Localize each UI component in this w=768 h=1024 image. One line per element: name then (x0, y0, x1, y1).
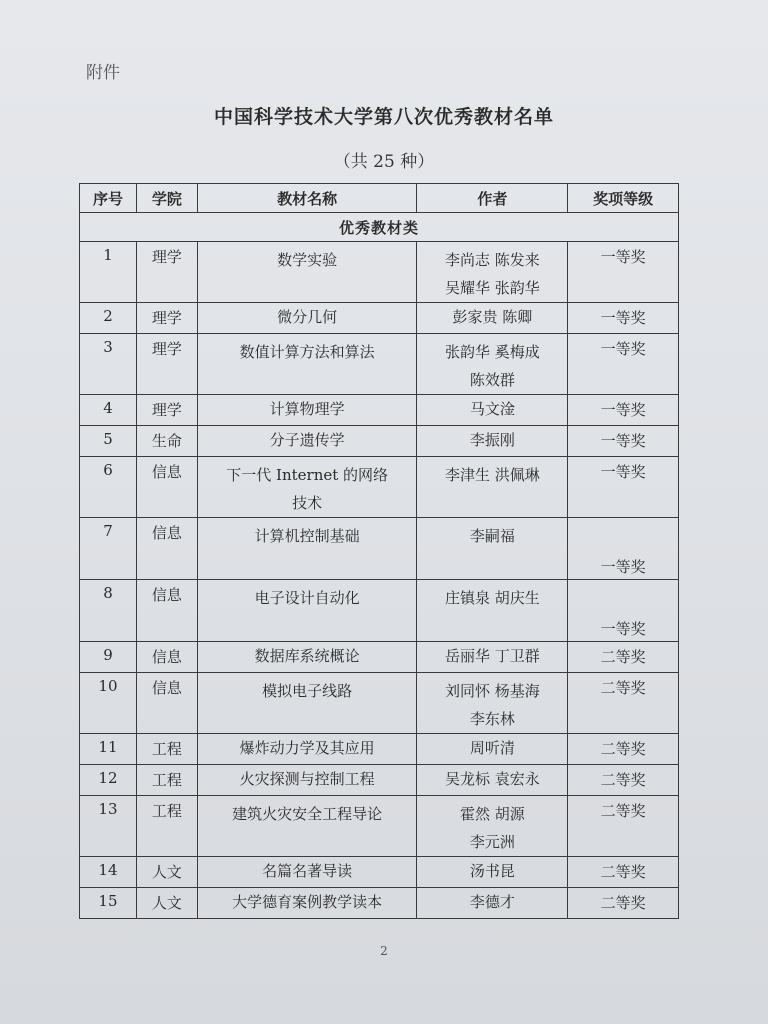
row-award: 二等奖 (568, 673, 679, 734)
row-num: 5 (80, 426, 137, 457)
row-author (417, 395, 568, 426)
row-textbook-name-text: 数据库系统概论 (254, 647, 360, 665)
row-author (417, 457, 568, 518)
row-author-text: 马文淦 (469, 400, 515, 418)
table-row (80, 796, 679, 857)
page-number: 2 (380, 944, 388, 958)
row-author-text: 庄镇泉 胡庆生 (444, 589, 540, 607)
table-row (80, 457, 679, 518)
row-award: 二等奖 (568, 734, 679, 765)
row-author (417, 857, 568, 888)
row-author-text: 张韵华 奚梅成 陈效群 (444, 343, 540, 389)
row-school: 工程 (136, 796, 197, 857)
row-textbook-name-text: 名篇名著导读 (262, 862, 353, 880)
category-label: 优秀教材类 (80, 213, 679, 242)
table-row (80, 734, 679, 765)
row-award: 一等奖 (568, 457, 679, 518)
row-author (417, 642, 568, 673)
row-school: 理学 (136, 334, 197, 395)
row-author-text: 岳丽华 丁卫群 (444, 647, 540, 665)
row-textbook-name-text: 数值计算方法和算法 (239, 343, 375, 361)
row-award: 一等奖 (568, 303, 679, 334)
row-textbook-name-text: 计算物理学 (269, 400, 345, 418)
row-textbook-name-text: 微分几何 (277, 308, 338, 326)
row-award: 二等奖 (568, 796, 679, 857)
row-textbook-name (197, 395, 417, 426)
row-textbook-name (197, 888, 417, 919)
award-table (79, 183, 679, 919)
row-textbook-name-text: 爆炸动力学及其应用 (239, 739, 375, 757)
row-textbook-name (197, 857, 417, 888)
row-textbook-name (197, 642, 417, 673)
row-textbook-name-text: 数学实验 (277, 251, 338, 269)
row-textbook-name (197, 426, 417, 457)
row-textbook-name-text: 下一代 Internet 的网络 技术 (226, 466, 389, 512)
table-row (80, 303, 679, 334)
row-textbook-name-text: 模拟电子线路 (262, 682, 353, 700)
table-header-row (80, 184, 679, 213)
row-school: 生命 (136, 426, 197, 457)
row-school: 信息 (136, 580, 197, 642)
row-author-text: 吴龙标 袁宏永 (444, 770, 540, 788)
row-school: 工程 (136, 734, 197, 765)
row-num: 13 (80, 796, 137, 857)
row-num: 1 (80, 242, 137, 303)
row-award: 一等奖 (568, 395, 679, 426)
table-row (80, 642, 679, 673)
row-num: 10 (80, 673, 137, 734)
row-textbook-name-text: 计算机控制基础 (254, 527, 360, 545)
row-num: 2 (80, 303, 137, 334)
row-school: 工程 (136, 765, 197, 796)
table-row (80, 673, 679, 734)
row-author (417, 426, 568, 457)
table-row (80, 334, 679, 395)
row-textbook-name (197, 457, 417, 518)
row-school: 信息 (136, 642, 197, 673)
row-textbook-name-text: 大学德育案例教学读本 (232, 893, 383, 911)
row-author-text: 周听清 (469, 739, 515, 757)
row-textbook-name (197, 796, 417, 857)
table-row (80, 765, 679, 796)
row-award: 二等奖 (568, 765, 679, 796)
row-num: 15 (80, 888, 137, 919)
table-row (80, 426, 679, 457)
row-author-text: 李德才 (469, 893, 515, 911)
row-author-text: 刘同怀 杨基海 李东林 (444, 682, 540, 728)
row-textbook-name-text: 分子遗传学 (269, 431, 345, 449)
row-textbook-name (197, 242, 417, 303)
row-author (417, 242, 568, 303)
row-author-text: 彭家贵 陈卿 (452, 308, 533, 326)
row-num: 3 (80, 334, 137, 395)
row-author (417, 580, 568, 642)
row-textbook-name (197, 518, 417, 580)
header-num: 序号 (80, 184, 137, 213)
row-num: 9 (80, 642, 137, 673)
table-row (80, 888, 679, 919)
row-school: 人文 (136, 857, 197, 888)
row-award: 二等奖 (568, 642, 679, 673)
row-award: 一等奖 (568, 426, 679, 457)
row-num: 12 (80, 765, 137, 796)
row-textbook-name (197, 673, 417, 734)
row-award: 一等奖 (568, 518, 679, 580)
row-school: 人文 (136, 888, 197, 919)
attachment-label: 附件 (86, 63, 120, 83)
document-title: 中国科学技术大学第八次优秀教材名单 (213, 106, 554, 128)
row-textbook-name (197, 734, 417, 765)
row-award: 二等奖 (568, 857, 679, 888)
table-row (80, 857, 679, 888)
table-row (80, 395, 679, 426)
row-author (417, 765, 568, 796)
row-author-text: 汤书昆 (469, 862, 515, 880)
row-num: 8 (80, 580, 137, 642)
row-author-text: 霍然 胡源 李元洲 (459, 805, 525, 851)
row-award: 一等奖 (568, 580, 679, 642)
header-school: 学院 (136, 184, 197, 213)
row-author-text: 李嗣福 (469, 527, 515, 545)
row-school: 理学 (136, 242, 197, 303)
table-row (80, 242, 679, 303)
row-textbook-name-text: 火灾探测与控制工程 (239, 770, 375, 788)
row-school: 理学 (136, 395, 197, 426)
row-textbook-name-text: 建筑火灾安全工程导论 (232, 805, 383, 823)
row-num: 6 (80, 457, 137, 518)
row-author (417, 518, 568, 580)
row-author (417, 303, 568, 334)
row-textbook-name (197, 334, 417, 395)
row-award: 二等奖 (568, 888, 679, 919)
row-num: 7 (80, 518, 137, 580)
row-num: 4 (80, 395, 137, 426)
row-school: 信息 (136, 457, 197, 518)
row-textbook-name (197, 580, 417, 642)
row-author (417, 796, 568, 857)
header-author: 作者 (417, 184, 568, 213)
row-num: 14 (80, 857, 137, 888)
row-textbook-name-text: 电子设计自动化 (254, 589, 360, 607)
row-award: 一等奖 (568, 334, 679, 395)
row-school: 信息 (136, 518, 197, 580)
row-author-text: 李振刚 (469, 431, 515, 449)
row-author-text: 李尚志 陈发来 吴耀华 张韵华 (444, 251, 540, 297)
table-row (80, 580, 679, 642)
row-textbook-name (197, 765, 417, 796)
row-author-text: 李津生 洪佩琳 (444, 466, 540, 484)
document-subtitle: （共 25 种） (333, 152, 435, 172)
row-award: 一等奖 (568, 242, 679, 303)
row-author (417, 734, 568, 765)
header-name: 教材名称 (197, 184, 417, 213)
row-num: 11 (80, 734, 137, 765)
row-author (417, 334, 568, 395)
table-row (80, 518, 679, 580)
row-author (417, 673, 568, 734)
row-school: 理学 (136, 303, 197, 334)
header-award: 奖项等级 (568, 184, 679, 213)
row-textbook-name (197, 303, 417, 334)
row-author (417, 888, 568, 919)
row-school: 信息 (136, 673, 197, 734)
category-row (80, 213, 679, 242)
